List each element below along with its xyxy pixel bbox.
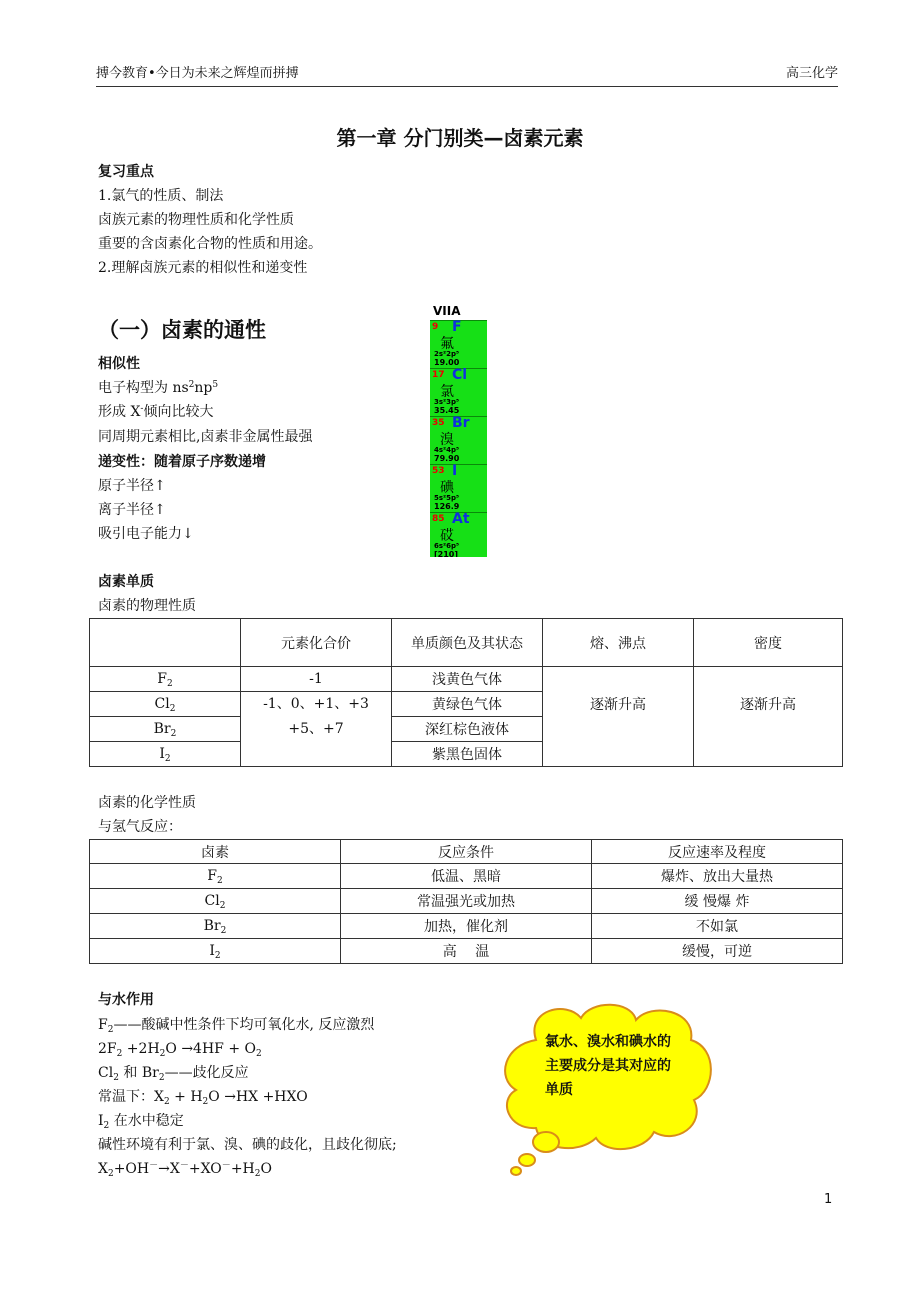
table-cell: $F_2$: [90, 667, 241, 692]
periodic-table-strip: [430, 303, 487, 557]
table-cell: $Br_2$: [90, 717, 241, 742]
table-cell: 高 温: [341, 939, 592, 964]
bubble-dot: [519, 1154, 535, 1166]
table-cell: 缓慢，可逆: [592, 939, 843, 964]
element-cell: 53 I 碘 5s²5p⁵ 126.9: [430, 464, 487, 512]
table-header: 反应条件: [341, 840, 592, 864]
trend-heading: 递变性：随着原子序数递增: [98, 454, 266, 470]
group-label: VIIA: [433, 304, 461, 318]
review-line-1: 1.氯气的性质、制法: [98, 188, 224, 204]
table-cell: 常温强光或加热: [341, 889, 592, 914]
table-header: 反应速率及程度: [592, 840, 843, 864]
table-cell: 不如氯: [592, 914, 843, 939]
table-cell: 逐渐升高: [694, 667, 843, 767]
table-header: 熔、沸点: [543, 619, 694, 667]
similarity-heading: 相似性: [98, 356, 140, 372]
table-cell: 浅黄色气体: [392, 667, 543, 692]
table-row: [90, 667, 843, 692]
table-cell: $Cl_2$: [90, 692, 241, 717]
table-cell: 加热，催化剂: [341, 914, 592, 939]
water-line-7: $X_2+OH^-\to X^-+XO^-+H_2O$: [98, 1161, 272, 1179]
page-title: 第一章 分门别类—卤素元素: [336, 126, 584, 150]
table-cell: 紫黑色固体: [392, 742, 543, 767]
bubble-dot: [511, 1167, 521, 1175]
table-cell: $I_2$: [90, 939, 341, 964]
table-cell: 黄绿色气体: [392, 692, 543, 717]
section-heading-general: （一）卤素的通性: [98, 318, 266, 342]
table-cell: 低温、黑暗: [341, 864, 592, 889]
review-line-4: 2.理解卤族元素的相似性和递变性: [98, 260, 308, 276]
water-line-2: $2F_2 +2H_2O \to 4HF + O_2$: [98, 1041, 262, 1059]
table-cell: 爆炸、放出大量热: [592, 864, 843, 889]
table-row: [90, 864, 843, 889]
phys-heading: 卤素的物理性质: [98, 598, 196, 614]
table-cell: 深红棕色液体: [392, 717, 543, 742]
elements-heading: 卤素单质: [98, 574, 154, 590]
water-line-6: 碱性环境有利于氯、溴、碘的歧化，且歧化彻底;: [98, 1137, 397, 1153]
table-cell: $F_2$: [90, 864, 341, 889]
header-left: 搏今教育•今日为未来之辉煌而拼搏: [96, 66, 299, 81]
water-line-3: $Cl_2$ 和 $Br_2——$歧化反应: [98, 1065, 249, 1083]
table-cell: 缓 慢爆 炸: [592, 889, 843, 914]
table-row: [90, 889, 843, 914]
water-line-4: 常温下：$X_2 + H_2O \to HX +HXO$: [98, 1089, 308, 1107]
element-cell: 85 At 砹 6s²6p⁵ [210]: [430, 512, 487, 557]
hydrogen-heading: 与氢气反应：: [98, 819, 182, 835]
review-heading: 复习重点: [98, 164, 154, 180]
bubble-text: 氯水、溴水和碘水的主要成分是其对应的单质: [545, 1034, 671, 1098]
trend-line-1: 原子半径↑: [98, 478, 166, 494]
table-cell: $Cl_2$: [90, 889, 341, 914]
header-right: 高三化学: [785, 66, 838, 81]
table-header: 元素化合价: [241, 619, 392, 667]
trend-line-2: 离子半径↑: [98, 502, 166, 518]
physical-properties-table: [89, 618, 843, 767]
water-heading: 与水作用: [98, 992, 154, 1008]
page-number: 1: [824, 1192, 833, 1207]
table-cell: 逐渐升高: [543, 667, 694, 767]
table-header: 单质颜色及其状态: [392, 619, 543, 667]
bubble-dot: [533, 1132, 559, 1152]
similarity-line-1: 电子构型为 $ns^2np^5$: [98, 380, 219, 396]
table-cell: $Br_2$: [90, 914, 341, 939]
element-cell: 17 Cl 氯 3s²3p⁵ 35.45: [430, 368, 487, 416]
element-cell: 35 Br 溴 4s²4p⁵ 79.90: [430, 416, 487, 464]
review-line-3: 重要的含卤素化合物的性质和用途。: [98, 236, 322, 252]
table-header: 密度: [694, 619, 843, 667]
similarity-line-2: 形成 X-倾向比较大: [98, 404, 214, 420]
review-line-2: 卤族元素的物理性质和化学性质: [98, 212, 294, 228]
element-cell: 9 F 氟 2s²2p⁵ 19.00: [430, 320, 487, 368]
trend-line-3: 吸引电子能力↓: [98, 526, 194, 542]
table-cell: -1、0、+1、+3 +5、+7: [241, 692, 392, 767]
hydrogen-reaction-table: [89, 839, 843, 964]
table-cell: $I_2$: [90, 742, 241, 767]
similarity-line-3: 同周期元素相比,卤素非金属性最强: [98, 429, 313, 445]
table-row: [90, 939, 843, 964]
chem-heading: 卤素的化学性质: [98, 795, 196, 811]
water-line-5: $I_2$ 在水中稳定: [98, 1113, 184, 1131]
water-line-1: $F_2——$酸碱中性条件下均可氧化水, 反应激烈: [98, 1017, 375, 1035]
table-header-row: [90, 840, 843, 864]
table-row: [90, 914, 843, 939]
table-header: [90, 619, 241, 667]
table-cell: -1: [241, 667, 392, 692]
page-header: [96, 62, 838, 87]
table-header: 卤素: [90, 840, 341, 864]
table-header-row: [90, 619, 843, 667]
